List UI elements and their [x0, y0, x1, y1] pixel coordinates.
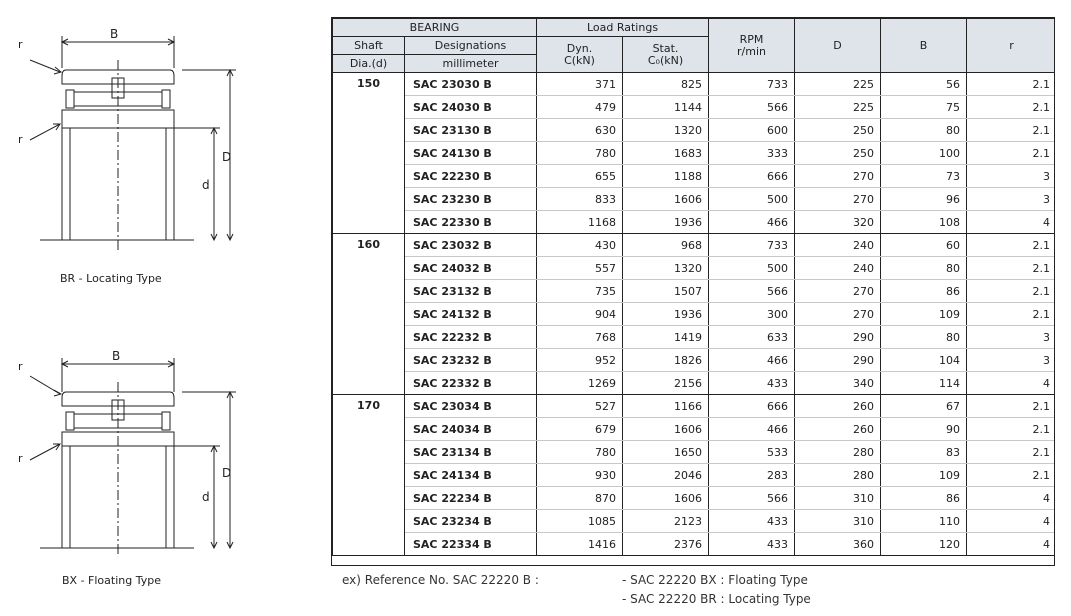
width-cell: 90: [881, 418, 967, 441]
rpm-cell: 600: [709, 119, 795, 142]
dyn-rating-cell: 930: [537, 464, 623, 487]
outer-diameter-cell: 270: [795, 188, 881, 211]
stat-rating-cell: 2376: [623, 533, 709, 556]
designation-cell: SAC 24034 B: [405, 418, 537, 441]
dyn-rating-cell: 1416: [537, 533, 623, 556]
stat-rating-cell: 1650: [623, 441, 709, 464]
designation-cell: SAC 22332 B: [405, 372, 537, 395]
designation-cell: SAC 23232 B: [405, 349, 537, 372]
top-b-label: B: [110, 27, 119, 41]
radius-cell: 2.1: [967, 257, 1055, 280]
rpm-cell: 433: [709, 372, 795, 395]
outer-diameter-cell: 250: [795, 142, 881, 165]
radius-cell: 4: [967, 533, 1055, 556]
width-cell: 75: [881, 96, 967, 119]
designation-cell: SAC 22232 B: [405, 326, 537, 349]
header-b: B: [881, 19, 967, 73]
top-r-label-1: r: [18, 38, 23, 51]
radius-cell: 2.1: [967, 96, 1055, 119]
rpm-cell: 466: [709, 349, 795, 372]
bottom-r-label-2: r: [18, 452, 23, 465]
stat-rating-cell: 1606: [623, 487, 709, 510]
header-dyn: [537, 37, 623, 73]
table-row: [333, 188, 1056, 211]
rpm-cell: 733: [709, 234, 795, 257]
outer-diameter-cell: 260: [795, 418, 881, 441]
stat-rating-cell: 1606: [623, 188, 709, 211]
bx-caption: BX - Floating Type: [62, 574, 161, 587]
rpm-cell: 633: [709, 326, 795, 349]
designation-cell: SAC 23130 B: [405, 119, 537, 142]
dyn-rating-cell: 952: [537, 349, 623, 372]
dyn-rating-cell: 1269: [537, 372, 623, 395]
width-cell: 100: [881, 142, 967, 165]
rpm-cell: 300: [709, 303, 795, 326]
dyn-rating-cell: 1085: [537, 510, 623, 533]
dyn-rating-cell: 655: [537, 165, 623, 188]
designation-cell: SAC 23230 B: [405, 188, 537, 211]
dyn-rating-cell: 904: [537, 303, 623, 326]
radius-cell: 4: [967, 211, 1055, 234]
designation-cell: SAC 23030 B: [405, 73, 537, 96]
outer-diameter-cell: 320: [795, 211, 881, 234]
table-row: [333, 464, 1056, 487]
shaft-diameter-cell: 150: [333, 73, 405, 234]
designation-cell: SAC 23034 B: [405, 395, 537, 418]
radius-cell: 2.1: [967, 280, 1055, 303]
rpm-cell: 283: [709, 464, 795, 487]
table-row: [333, 280, 1056, 303]
dyn-rating-cell: 371: [537, 73, 623, 96]
designation-cell: SAC 22230 B: [405, 165, 537, 188]
footer-example: ex) Reference No. SAC 22220 B :: [342, 573, 539, 587]
radius-cell: 4: [967, 510, 1055, 533]
radius-cell: 2.1: [967, 234, 1055, 257]
stat-rating-cell: 1188: [623, 165, 709, 188]
rpm-cell: 566: [709, 487, 795, 510]
dyn-rating-cell: 780: [537, 441, 623, 464]
designation-cell: SAC 23132 B: [405, 280, 537, 303]
header-stat-unit: C₀(kN): [647, 53, 684, 67]
outer-diameter-cell: 225: [795, 96, 881, 119]
width-cell: 80: [881, 326, 967, 349]
designation-cell: SAC 22234 B: [405, 487, 537, 510]
outer-diameter-cell: 360: [795, 533, 881, 556]
outer-diameter-cell: 250: [795, 119, 881, 142]
radius-cell: 4: [967, 487, 1055, 510]
top-d-outer-label: D: [222, 150, 232, 164]
header-designations: Designations: [405, 37, 537, 55]
width-cell: 73: [881, 165, 967, 188]
width-cell: 120: [881, 533, 967, 556]
rpm-cell: 500: [709, 188, 795, 211]
table-row: [333, 165, 1056, 188]
outer-diameter-cell: 240: [795, 257, 881, 280]
dyn-rating-cell: 833: [537, 188, 623, 211]
bearing-spec-table: [332, 18, 1055, 556]
designation-cell: SAC 24132 B: [405, 303, 537, 326]
designation-cell: SAC 24130 B: [405, 142, 537, 165]
header-millimeter: millimeter: [405, 55, 537, 73]
outer-diameter-cell: 270: [795, 280, 881, 303]
shaft-diameter-cell: 170: [333, 395, 405, 556]
radius-cell: 3: [967, 349, 1055, 372]
br-caption: BR - Locating Type: [60, 272, 162, 285]
designation-cell: SAC 23134 B: [405, 441, 537, 464]
outer-diameter-cell: 270: [795, 165, 881, 188]
header-bearing: BEARING: [333, 19, 537, 37]
width-cell: 83: [881, 441, 967, 464]
radius-cell: 2.1: [967, 119, 1055, 142]
width-cell: 108: [881, 211, 967, 234]
header-r: r: [967, 19, 1055, 73]
header-rpm-unit: r/min: [737, 44, 766, 58]
table-row: [333, 96, 1056, 119]
outer-diameter-cell: 310: [795, 510, 881, 533]
header-d: D: [795, 19, 881, 73]
radius-cell: 2.1: [967, 464, 1055, 487]
stat-rating-cell: 1936: [623, 211, 709, 234]
stat-rating-cell: 1507: [623, 280, 709, 303]
bottom-d-outer-label: D: [222, 466, 232, 480]
outer-diameter-cell: 340: [795, 372, 881, 395]
width-cell: 86: [881, 487, 967, 510]
header-stat: [623, 37, 709, 73]
dyn-rating-cell: 479: [537, 96, 623, 119]
radius-cell: 3: [967, 165, 1055, 188]
bottom-b-label: B: [112, 349, 121, 363]
width-cell: 110: [881, 510, 967, 533]
radius-cell: 4: [967, 372, 1055, 395]
dyn-rating-cell: 557: [537, 257, 623, 280]
header-rpm: [709, 19, 795, 73]
table-body: [333, 73, 1056, 556]
outer-diameter-cell: 310: [795, 487, 881, 510]
width-cell: 86: [881, 280, 967, 303]
top-r-label-2: r: [18, 133, 23, 146]
outer-diameter-cell: 280: [795, 441, 881, 464]
designation-cell: SAC 22330 B: [405, 211, 537, 234]
radius-cell: 2.1: [967, 418, 1055, 441]
width-cell: 109: [881, 303, 967, 326]
header-stat-label: Stat.: [652, 41, 679, 55]
rpm-cell: 733: [709, 73, 795, 96]
bearing-drawings: [0, 0, 330, 616]
dyn-rating-cell: 630: [537, 119, 623, 142]
designation-cell: SAC 22334 B: [405, 533, 537, 556]
table-row: [333, 326, 1056, 349]
stat-rating-cell: 1320: [623, 119, 709, 142]
shaft-diameter-cell: 160: [333, 234, 405, 395]
table-row: [333, 303, 1056, 326]
top-d-inner-label: d: [202, 178, 210, 192]
table-row: [333, 441, 1056, 464]
stat-rating-cell: 2046: [623, 464, 709, 487]
table-row: [333, 510, 1056, 533]
outer-diameter-cell: 270: [795, 303, 881, 326]
outer-diameter-cell: 290: [795, 349, 881, 372]
footer-line-2: - SAC 22220 BR : Locating Type: [622, 592, 811, 606]
dyn-rating-cell: 768: [537, 326, 623, 349]
table-row: [333, 372, 1056, 395]
width-cell: 80: [881, 257, 967, 280]
stat-rating-cell: 1419: [623, 326, 709, 349]
stat-rating-cell: 2123: [623, 510, 709, 533]
width-cell: 96: [881, 188, 967, 211]
stat-rating-cell: 2156: [623, 372, 709, 395]
radius-cell: 3: [967, 326, 1055, 349]
designation-cell: SAC 24134 B: [405, 464, 537, 487]
radius-cell: 2.1: [967, 73, 1055, 96]
dyn-rating-cell: 1168: [537, 211, 623, 234]
table-row: [333, 395, 1056, 418]
table-row: [333, 533, 1056, 556]
width-cell: 56: [881, 73, 967, 96]
designation-cell: SAC 24030 B: [405, 96, 537, 119]
footer-line-1: - SAC 22220 BX : Floating Type: [622, 573, 808, 587]
rpm-cell: 666: [709, 395, 795, 418]
table-row: [333, 234, 1056, 257]
outer-diameter-cell: 240: [795, 234, 881, 257]
table-row: [333, 142, 1056, 165]
header-dyn-label: Dyn.: [566, 41, 593, 55]
rpm-cell: 566: [709, 280, 795, 303]
outer-diameter-cell: 280: [795, 464, 881, 487]
header-dyn-unit: C(kN): [564, 53, 595, 67]
outer-diameter-cell: 260: [795, 395, 881, 418]
stat-rating-cell: 1826: [623, 349, 709, 372]
radius-cell: 2.1: [967, 142, 1055, 165]
table-row: [333, 211, 1056, 234]
rpm-cell: 333: [709, 142, 795, 165]
header-rpm-label: RPM: [739, 32, 764, 46]
rpm-cell: 666: [709, 165, 795, 188]
outer-diameter-cell: 225: [795, 73, 881, 96]
table-row: [333, 349, 1056, 372]
stat-rating-cell: 1320: [623, 257, 709, 280]
stat-rating-cell: 1936: [623, 303, 709, 326]
table-row: [333, 119, 1056, 142]
stat-rating-cell: 968: [623, 234, 709, 257]
table-row: [333, 73, 1056, 96]
dyn-rating-cell: 780: [537, 142, 623, 165]
designation-cell: SAC 23234 B: [405, 510, 537, 533]
width-cell: 109: [881, 464, 967, 487]
width-cell: 60: [881, 234, 967, 257]
rpm-cell: 466: [709, 418, 795, 441]
bearing-drawings-svg: [0, 0, 330, 616]
stat-rating-cell: 1166: [623, 395, 709, 418]
radius-cell: 2.1: [967, 303, 1055, 326]
bottom-r-label-1: r: [18, 360, 23, 373]
bottom-d-inner-label: d: [202, 490, 210, 504]
width-cell: 67: [881, 395, 967, 418]
radius-cell: 3: [967, 188, 1055, 211]
bearing-spec-table-container: [331, 17, 1055, 566]
stat-rating-cell: 1144: [623, 96, 709, 119]
stat-rating-cell: 1683: [623, 142, 709, 165]
stat-rating-cell: 825: [623, 73, 709, 96]
rpm-cell: 433: [709, 510, 795, 533]
table-row: [333, 487, 1056, 510]
rpm-cell: 433: [709, 533, 795, 556]
width-cell: 80: [881, 119, 967, 142]
rpm-cell: 466: [709, 211, 795, 234]
outer-diameter-cell: 290: [795, 326, 881, 349]
header-shaft-unit: Dia.(d): [333, 55, 405, 73]
rpm-cell: 566: [709, 96, 795, 119]
designation-cell: SAC 23032 B: [405, 234, 537, 257]
dyn-rating-cell: 870: [537, 487, 623, 510]
dyn-rating-cell: 735: [537, 280, 623, 303]
width-cell: 114: [881, 372, 967, 395]
stat-rating-cell: 1606: [623, 418, 709, 441]
designation-cell: SAC 24032 B: [405, 257, 537, 280]
rpm-cell: 500: [709, 257, 795, 280]
dyn-rating-cell: 430: [537, 234, 623, 257]
header-load-ratings: Load Ratings: [537, 19, 709, 37]
table-row: [333, 418, 1056, 441]
header-shaft: Shaft: [333, 37, 405, 55]
radius-cell: 2.1: [967, 395, 1055, 418]
width-cell: 104: [881, 349, 967, 372]
rpm-cell: 533: [709, 441, 795, 464]
table-header: [333, 19, 1056, 73]
dyn-rating-cell: 679: [537, 418, 623, 441]
dyn-rating-cell: 527: [537, 395, 623, 418]
table-row: [333, 257, 1056, 280]
radius-cell: 2.1: [967, 441, 1055, 464]
